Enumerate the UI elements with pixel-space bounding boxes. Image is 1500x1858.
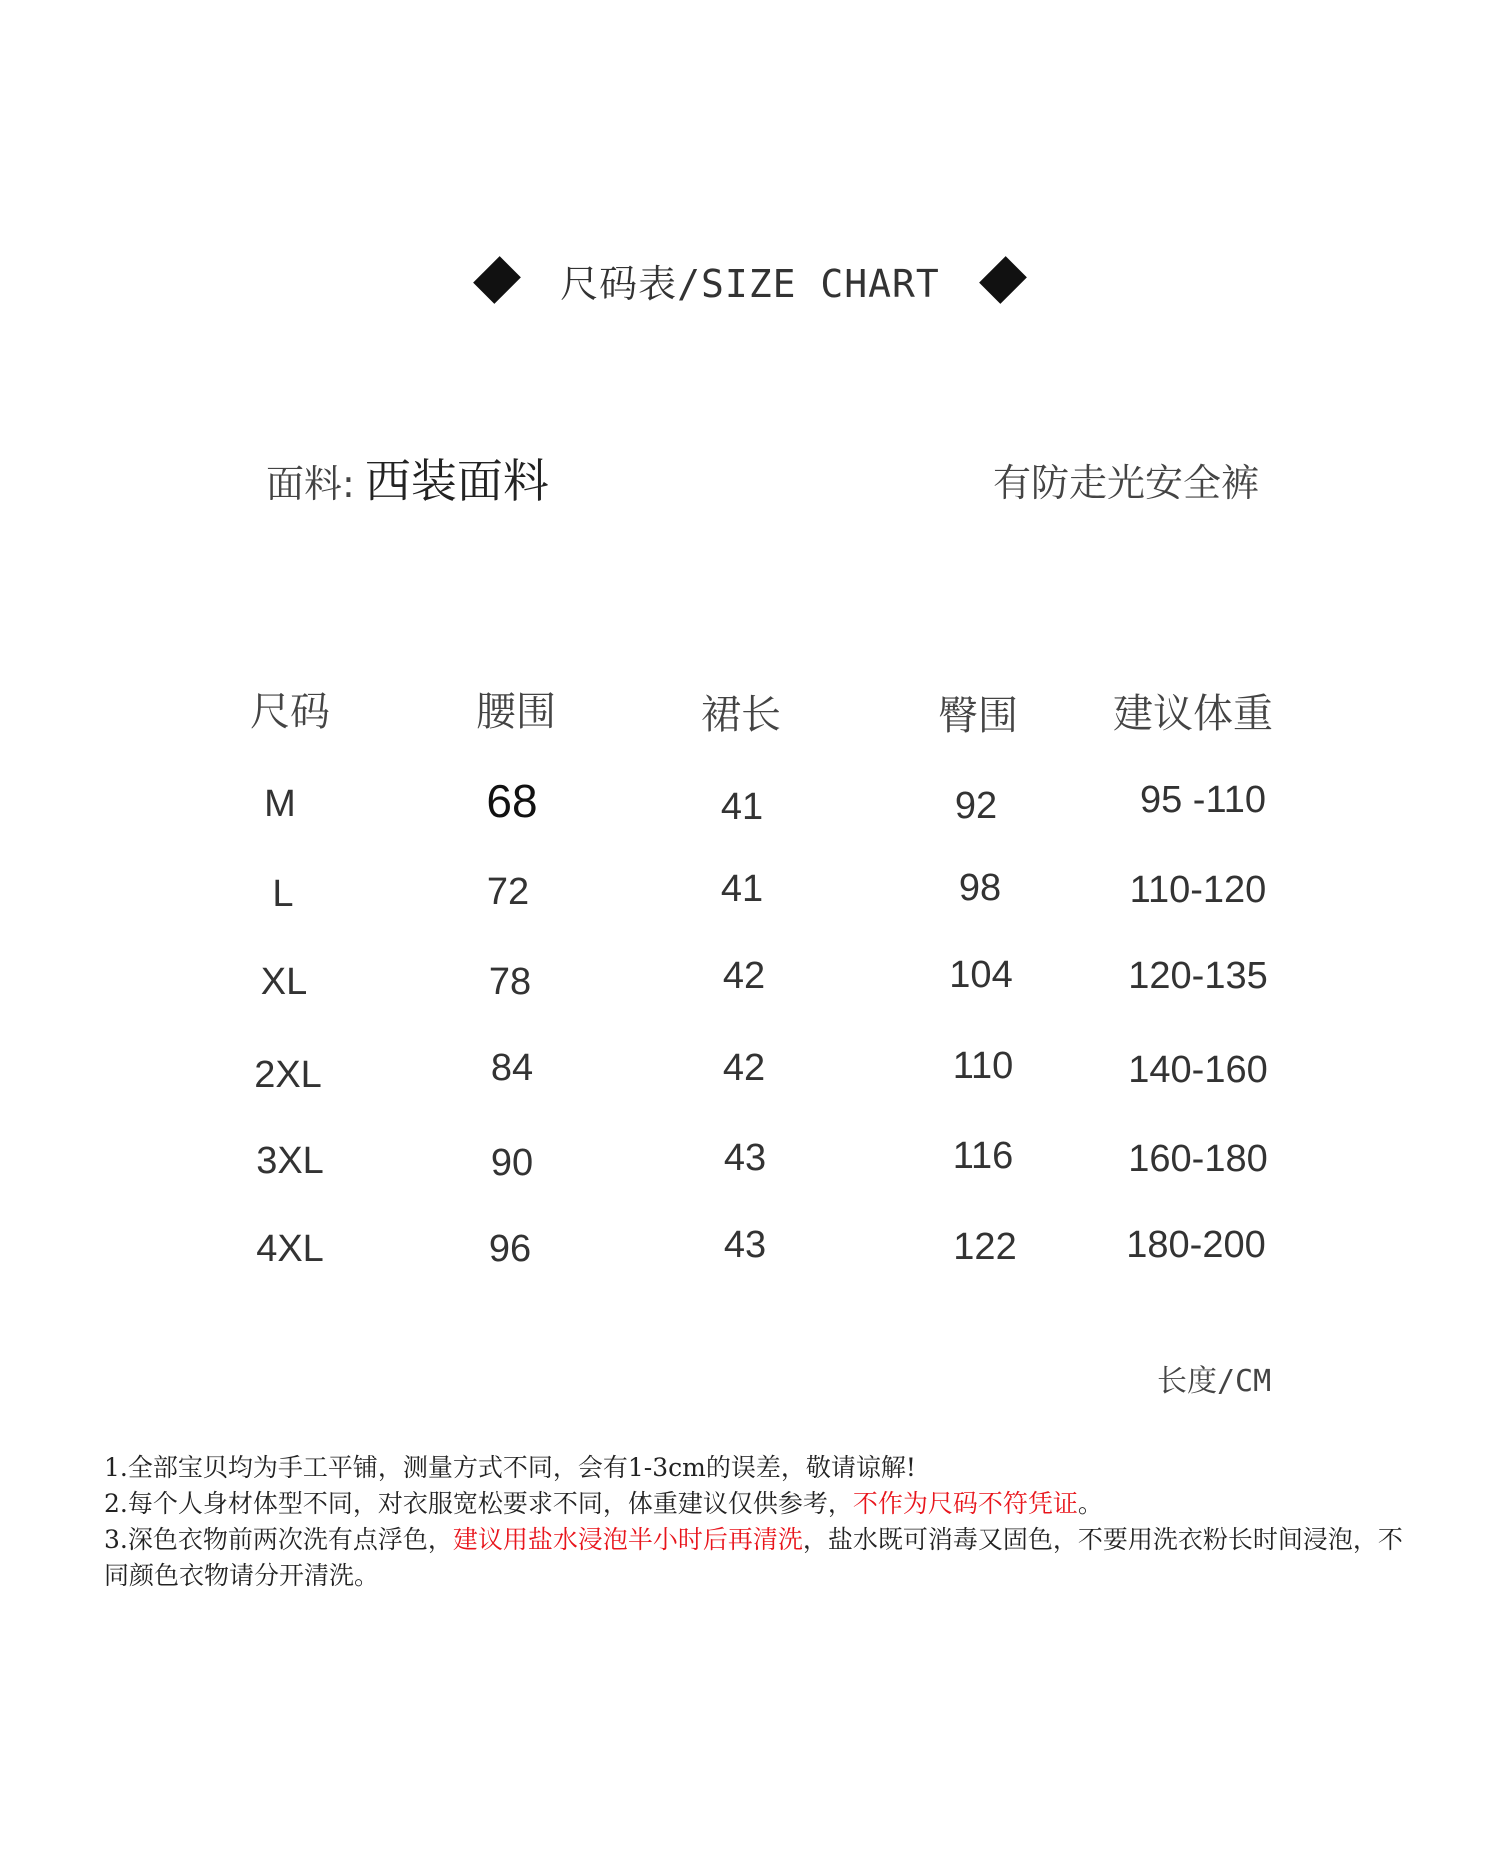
page-title: 尺码表/SIZE CHART (560, 261, 940, 306)
table-cell: 90 (490, 1142, 534, 1184)
table-cell: 78 (488, 961, 532, 1003)
table-cell: 41 (720, 868, 764, 910)
table-cell: 68 (486, 775, 538, 827)
note-3-highlight: 建议用盐水浸泡半小时后再清洗 (452, 1525, 803, 1554)
note-3 (104, 1522, 1404, 1594)
safety-shorts-note: 有防走光安全裤 (993, 461, 1260, 505)
table-cell: 43 (723, 1137, 767, 1179)
notes (104, 1450, 1404, 1594)
table-cell: 96 (488, 1228, 532, 1270)
table-cell: 180-200 (1126, 1224, 1266, 1266)
table-cell: 110 (952, 1045, 1014, 1087)
table-cell: 84 (490, 1047, 534, 1089)
table-cell: 95 -110 (1139, 779, 1267, 821)
table-cell: XL (260, 961, 308, 1003)
table-cell: 4XL (256, 1228, 324, 1270)
table-cell: 120-135 (1128, 955, 1268, 997)
table-cell: 98 (958, 867, 1002, 909)
table-cell: 92 (954, 785, 998, 827)
table-cell: 42 (722, 1047, 766, 1089)
table-cell: 2XL (254, 1054, 322, 1096)
table-cell: 43 (723, 1224, 767, 1266)
table-cell: L (272, 873, 294, 915)
table-cell: 140-160 (1128, 1049, 1268, 1091)
table-cell: 122 (953, 1226, 1017, 1268)
table-cell: 160-180 (1128, 1138, 1268, 1180)
note-3-text: 3.深色衣物前两次洗有点浮色， (104, 1525, 453, 1554)
note-2 (104, 1486, 1404, 1522)
table-cell: 72 (486, 871, 530, 913)
table-cell: 116 (952, 1135, 1014, 1177)
header-weight: 建议体重 (1113, 691, 1273, 737)
note-3-suffix: ，盐水既可消毒又固色，不要用洗衣粉长时间浸泡，不同颜色衣物请分开清洗。 (104, 1525, 1403, 1590)
header-size: 尺码 (250, 689, 330, 735)
fabric-value: 西装面料 (364, 454, 549, 508)
note-2-highlight: 不作为尺码不符凭证 (852, 1489, 1078, 1518)
note-2-suffix: 。 (1077, 1489, 1103, 1518)
header-skirt-length: 裙长 (701, 692, 781, 738)
unit-label: 长度/CM (1157, 1364, 1272, 1399)
table-cell: 110-120 (1129, 869, 1267, 911)
header-hip: 臀围 (938, 693, 1018, 739)
table-cell: 42 (722, 955, 766, 997)
note-1: 1.全部宝贝均为手工平铺，测量方式不同，会有1-3cm的误差，敬请谅解! (104, 1453, 916, 1482)
fabric-label: 面料: (266, 462, 355, 506)
header-waist: 腰围 (476, 689, 556, 735)
table-cell: 104 (949, 954, 1013, 996)
table-cell: 3XL (256, 1140, 324, 1182)
table-cell: 41 (720, 786, 764, 828)
note-2-text: 2.每个人身材体型不同，对衣服宽松要求不同，体重建议仅供参考， (104, 1489, 853, 1518)
table-cell: M (264, 783, 296, 825)
